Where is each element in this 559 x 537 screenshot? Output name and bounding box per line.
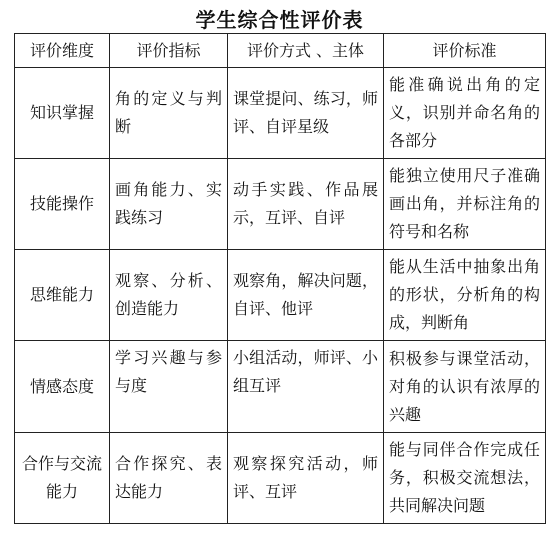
table-row: [15, 68, 546, 159]
cell-indicator: 合作探究、表达能力: [110, 433, 228, 524]
table-title: 学生综合性评价表: [195, 8, 364, 32]
cell-method: 动手实践、作品展示，互评、自评: [228, 159, 384, 250]
header-indicator: 评价指标: [110, 34, 228, 68]
cell-method: 观察角，解决问题，自评、他评: [228, 250, 384, 341]
table-row: [15, 159, 546, 250]
cell-dimension: 情感态度: [15, 341, 110, 433]
cell-standard: 能从生活中抽象出角的形状，分析角的构成，判断角: [384, 250, 546, 341]
table-row: [15, 341, 546, 433]
cell-indicator: 观察、分析、创造能力: [110, 250, 228, 341]
table-row: [15, 433, 546, 524]
header-row: [15, 34, 546, 68]
cell-indicator: 学习兴趣与参与度: [110, 341, 228, 433]
header-standard: 评价标准: [384, 34, 546, 68]
header-dimension: 评价维度: [15, 34, 110, 68]
cell-dimension: 思维能力: [15, 250, 110, 341]
cell-method: 小组活动，师评、小组互评: [228, 341, 384, 433]
cell-standard: 能与同伴合作完成任务，积极交流想法，共同解决问题: [384, 433, 546, 524]
cell-standard: 能独立使用尺子准确画出角，并标注角的符号和名称: [384, 159, 546, 250]
cell-standard: 能准确说出角的定义，识别并命名角的各部分: [384, 68, 546, 159]
cell-standard: 积极参与课堂活动，对角的认识有浓厚的兴趣: [384, 341, 546, 433]
cell-dimension: 技能操作: [15, 159, 110, 250]
cell-method: 观察探究活动，师评、互评: [228, 433, 384, 524]
cell-indicator: 角的定义与判断: [110, 68, 228, 159]
cell-dimension: 知识掌握: [15, 68, 110, 159]
header-method: 评价方式 、主体: [228, 34, 384, 68]
cell-indicator: 画角能力、实践练习: [110, 159, 228, 250]
evaluation-table: [14, 33, 546, 524]
table-row: [15, 250, 546, 341]
cell-dimension: 合作与交流能力: [15, 433, 110, 524]
cell-method: 课堂提问、练习，师评、自评星级: [228, 68, 384, 159]
